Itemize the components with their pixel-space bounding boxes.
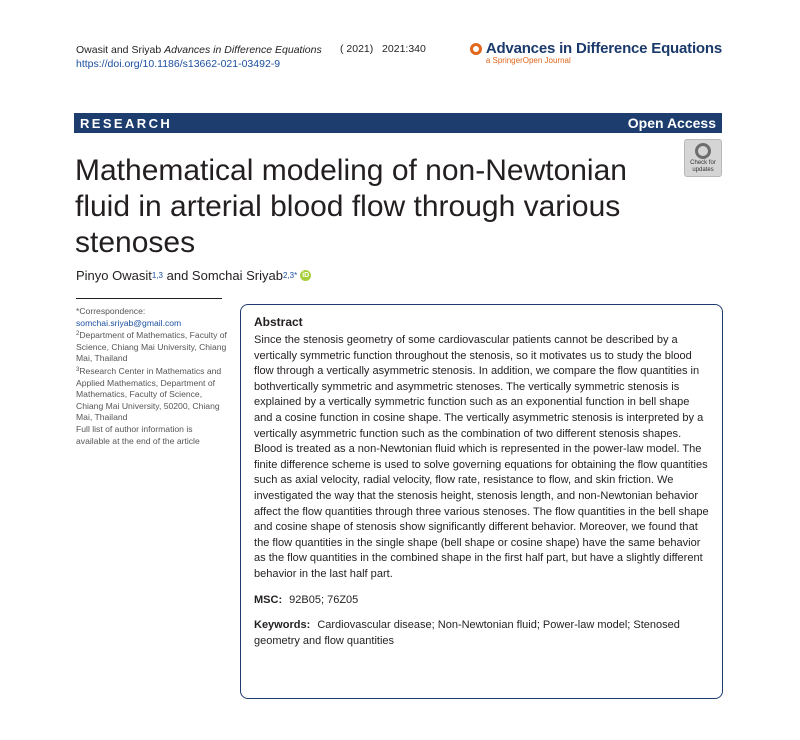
brand-subtitle: a SpringerOpen Journal <box>485 56 571 65</box>
section-label: RESEARCH <box>80 115 173 131</box>
correspondence-label: *Correspondence: <box>76 306 146 316</box>
author-1-affil: 1,3 <box>151 271 163 280</box>
citation-line <box>76 43 322 57</box>
citation-year: ( 2021) <box>340 43 374 55</box>
affiliation-2-text: Department of Mathematics, Faculty of Science, Chiang Mai University, Chiang Mai, Thailand <box>76 330 227 364</box>
badge-line-1: Check for <box>690 160 716 166</box>
author-list <box>76 268 311 283</box>
article-number: 2021:340 <box>382 43 426 55</box>
article-title: Mathematical modeling of non-Newtonian fluid in arterial blood flow through various stenoses <box>75 154 627 259</box>
full-author-info-note: Full list of author information is available at the end of the article <box>76 423 200 446</box>
abstract-box <box>240 304 723 699</box>
affiliation-3-text: Research Center in Mathematics and Applied Mathematics, Department of Mathematics, Faculty of Science, Chiang Mai University, 50200, Chiang Mai, Thailand <box>76 365 222 423</box>
check-for-updates-badge[interactable] <box>684 139 722 177</box>
affiliation-3-mark: 3 <box>76 366 80 373</box>
badge-line-2: updates <box>692 167 714 173</box>
msc-value: 92B05; 76Z05 <box>289 593 359 606</box>
affiliation-3 <box>76 365 228 424</box>
abstract-heading: Abstract <box>254 315 303 329</box>
keywords-line <box>254 618 709 649</box>
author-1: Pinyo Owasit <box>76 268 152 283</box>
springer-open-logo-icon <box>470 43 482 55</box>
citation-volume <box>340 43 426 55</box>
running-header <box>76 43 322 71</box>
keywords-value: Cardiovascular disease; Non-Newtonian fluid; Power-law model; Stenosed geometry and flow quantities <box>254 619 680 647</box>
author-2: Somchai Sriyab <box>191 268 283 283</box>
author-separator: and <box>163 268 192 283</box>
journal-brand <box>470 40 722 65</box>
msc-label: MSC: <box>254 593 283 606</box>
affiliation-2 <box>76 329 228 365</box>
citation-authors: Owasit and Sriyab <box>76 44 162 56</box>
msc-line <box>254 593 709 609</box>
orcid-icon[interactable]: iD <box>302 272 310 279</box>
citation-journal: Advances in Difference Equations <box>164 44 322 56</box>
author-2-affil: 2,3* <box>282 271 298 280</box>
open-access-label: Open Access <box>627 115 716 131</box>
abstract-body: Since the stenosis geometry of some cardiovascular patients cannot be described by a vertically symmetric function throughout the stenosis, so it motivates us to study the blood flow through a vertically asymmetric stenosis. In addition, we compare the flow quantities in bothvertically symmetric and asymmetric stenoses. The vertically symmetric stenosis is explained by a vertically symmetric function such as an exponential function in bell shape and a cosine function in cosine shape. The vertically asymmetric stenosis is interpreted by a vertically asymmetric function such as the combination of two different stenosis shapes. Blood is treated as a non-Newtonian fluid which is represented in the power-law model. The finite difference scheme is used to solve governing equations for obtaining the flow quantities such as axial velocity, radial velocity, flow rate, resistance to flow, and skin friction. We investigated the way that the stenosis height, stenosis length, and non-Newtonian behavior affect the flow quantities through three various stenoses. The flow quantities in the bell shape and cosine shape of stenosis show significantly different behavior. Moreover, we found that the flow quantities in the single shape (bell shape or cosine shape) have the same behavior as the flow quantities in the combined shape in the first half part, but have a slightly different behavior in the last half part. <box>254 334 709 580</box>
affiliations-sidebar <box>76 306 228 447</box>
brand-name: Advances in Difference Equations <box>485 40 722 57</box>
correspondence-email[interactable]: somchai.sriyab@gmail.com <box>76 317 182 328</box>
affiliation-2-mark: 2 <box>76 331 80 338</box>
check-updates-icon <box>695 143 711 159</box>
section-banner <box>74 113 722 133</box>
keywords-label: Keywords: <box>254 619 311 632</box>
doi-link[interactable]: https://doi.org/10.1186/s13662-021-03492-9 <box>76 58 281 70</box>
sidebar-divider <box>76 298 222 299</box>
